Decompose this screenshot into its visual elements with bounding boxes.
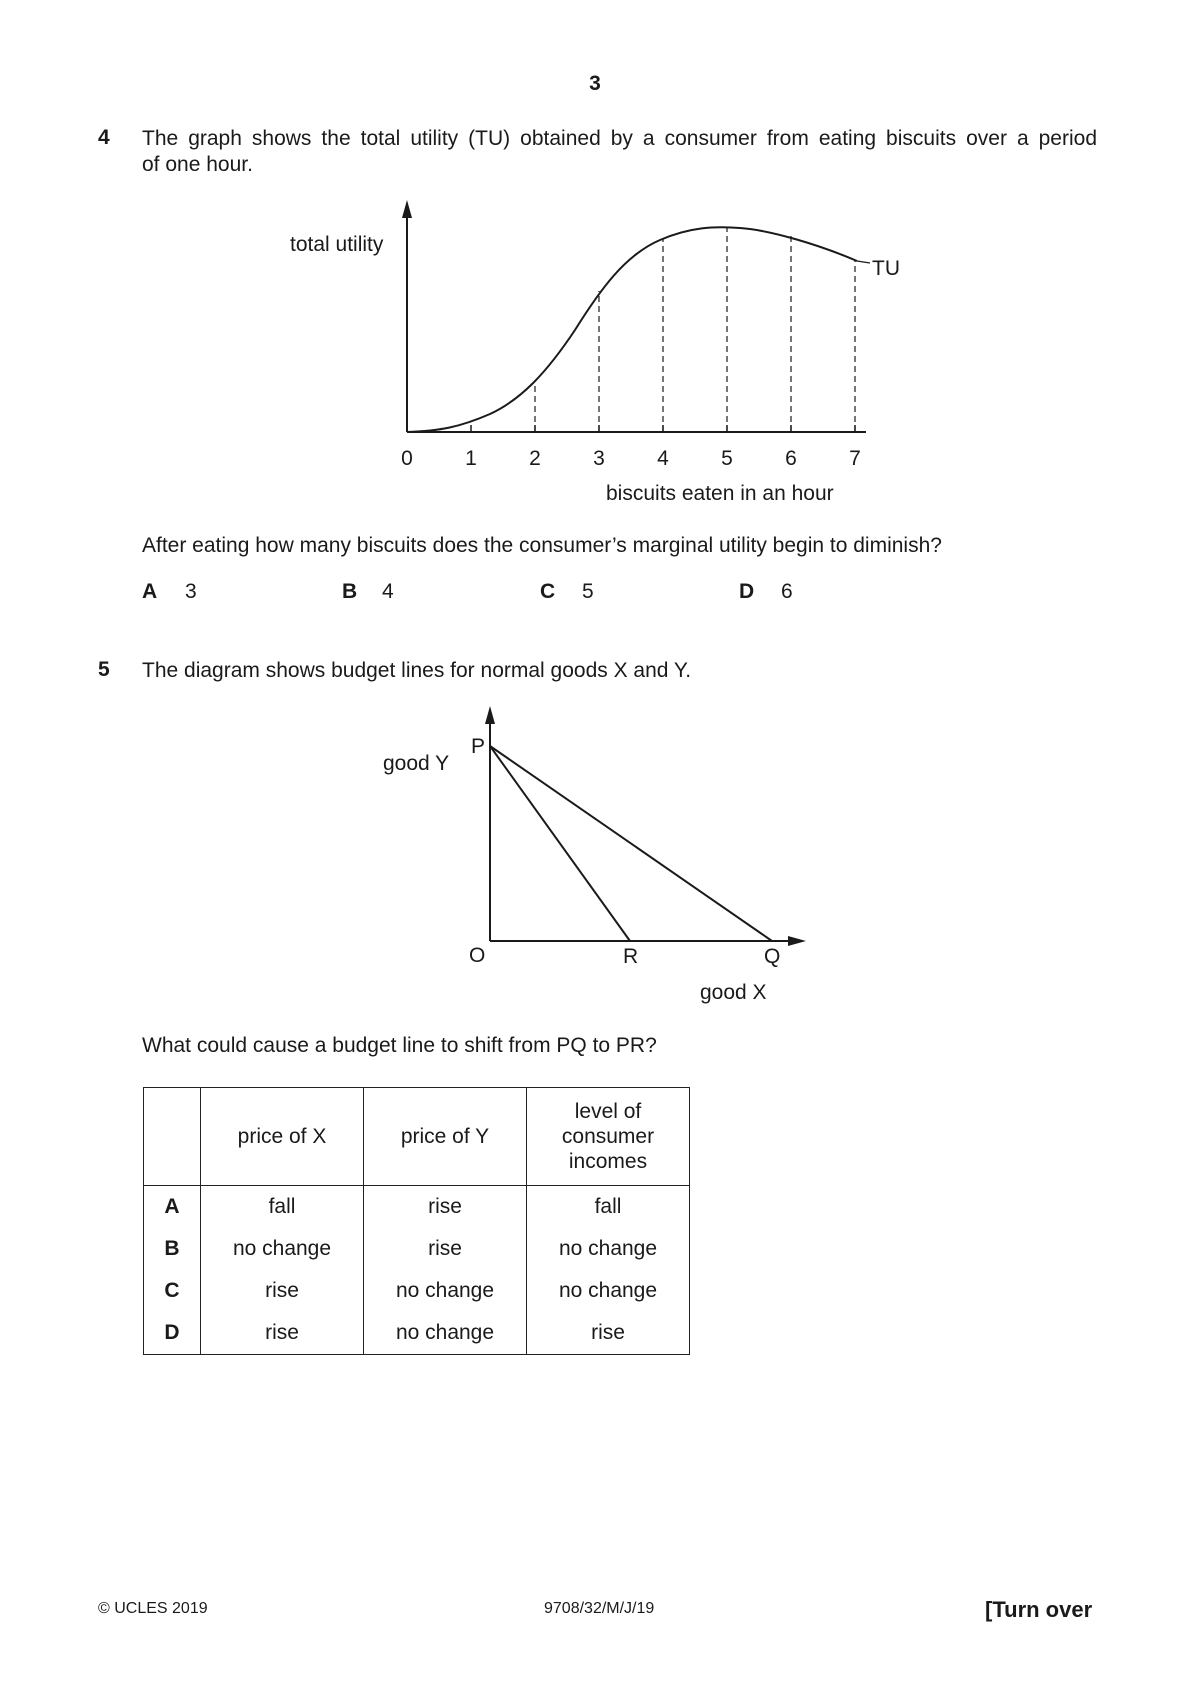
answer-table bbox=[143, 1087, 690, 1355]
header-blank bbox=[144, 1088, 201, 1186]
tu-label-leader bbox=[857, 261, 870, 263]
tu-y-axis-arrow bbox=[402, 200, 412, 218]
tu-curve-label: TU bbox=[872, 257, 900, 280]
row-price-x: fall bbox=[201, 1186, 364, 1229]
tu-curve bbox=[407, 227, 857, 432]
budget-point-p: P bbox=[471, 735, 486, 758]
tu-tick-2: 2 bbox=[529, 447, 541, 470]
row-price-x: no change bbox=[201, 1228, 364, 1270]
q4-option-d-letter: D bbox=[739, 580, 755, 603]
footer-turn-over: [Turn over bbox=[985, 1597, 1093, 1622]
header-income-line3: incomes bbox=[568, 1150, 648, 1173]
row-income: no change bbox=[527, 1270, 690, 1312]
q4-option-a-letter: A bbox=[142, 580, 158, 603]
table-row bbox=[144, 1228, 690, 1270]
budget-point-r: R bbox=[623, 945, 639, 968]
row-price-x: rise bbox=[201, 1270, 364, 1312]
row-price-y: rise bbox=[364, 1186, 527, 1229]
header-price-x: price of X bbox=[201, 1088, 364, 1186]
budget-line-pq bbox=[490, 746, 772, 941]
row-price-y: no change bbox=[364, 1270, 527, 1312]
q4-option-d-value: 6 bbox=[781, 580, 793, 603]
row-income: fall bbox=[527, 1186, 690, 1229]
row-letter: D bbox=[144, 1312, 201, 1355]
footer-copyright: © UCLES 2019 bbox=[98, 1600, 208, 1617]
tu-tick-7: 7 bbox=[849, 447, 861, 470]
question-4-prompt: After eating how many biscuits does the consumer’s marginal utility begin to diminish? bbox=[142, 534, 942, 557]
tu-x-tick-labels bbox=[401, 447, 861, 470]
row-income: no change bbox=[527, 1228, 690, 1270]
row-price-y: no change bbox=[364, 1312, 527, 1355]
header-price-y: price of Y bbox=[364, 1088, 527, 1186]
q4-option-a-value: 3 bbox=[185, 580, 197, 603]
question-5-text: The diagram shows budget lines for normal goods X and Y. bbox=[142, 659, 692, 682]
question-4-text-line2: of one hour. bbox=[142, 153, 253, 176]
q4-option-c-value: 5 bbox=[582, 580, 594, 603]
budget-y-label: good Y bbox=[383, 752, 450, 775]
tu-y-label: total utility bbox=[290, 233, 384, 256]
tu-x-label: biscuits eaten in an hour bbox=[606, 482, 834, 505]
answer-table-header bbox=[144, 1088, 690, 1186]
tu-tick-1: 1 bbox=[465, 447, 477, 470]
tu-tick-5: 5 bbox=[721, 447, 733, 470]
header-income-line1: level of bbox=[574, 1100, 642, 1123]
table-row bbox=[144, 1186, 690, 1229]
budget-x-axis-arrow bbox=[788, 936, 806, 946]
row-price-x: rise bbox=[201, 1312, 364, 1355]
row-letter: C bbox=[144, 1270, 201, 1312]
tu-tick-0: 0 bbox=[401, 447, 413, 470]
budget-point-q: Q bbox=[764, 945, 781, 968]
question-4-text-line1: The graph shows the total utility (TU) obtained by a consumer from eating biscuits over a period bbox=[142, 127, 1097, 150]
budget-y-axis-arrow bbox=[485, 706, 495, 724]
budget-x-label: good X bbox=[700, 981, 767, 1004]
budget-point-o: O bbox=[469, 944, 486, 967]
table-row bbox=[144, 1270, 690, 1312]
tu-tick-3: 3 bbox=[593, 447, 605, 470]
tu-tick-4: 4 bbox=[657, 447, 669, 470]
row-letter: A bbox=[144, 1186, 201, 1229]
q4-option-c-letter: C bbox=[540, 580, 556, 603]
question-5-prompt: What could cause a budget line to shift from PQ to PR? bbox=[142, 1034, 657, 1057]
row-price-y: rise bbox=[364, 1228, 527, 1270]
header-income bbox=[527, 1088, 690, 1186]
q4-option-b-value: 4 bbox=[382, 580, 394, 603]
question-4-number: 4 bbox=[98, 126, 110, 149]
question-5-number: 5 bbox=[98, 658, 110, 681]
table-row bbox=[144, 1312, 690, 1355]
row-letter: B bbox=[144, 1228, 201, 1270]
row-income: rise bbox=[527, 1312, 690, 1355]
page-number: 3 bbox=[589, 72, 601, 95]
tu-dashed-guides bbox=[535, 227, 855, 432]
q4-option-b-letter: B bbox=[342, 580, 358, 603]
footer-paper-code: 9708/32/M/J/19 bbox=[544, 1600, 655, 1617]
budget-line-pr bbox=[490, 746, 630, 941]
header-income-line2: consumer bbox=[561, 1125, 655, 1148]
tu-tick-6: 6 bbox=[785, 447, 797, 470]
